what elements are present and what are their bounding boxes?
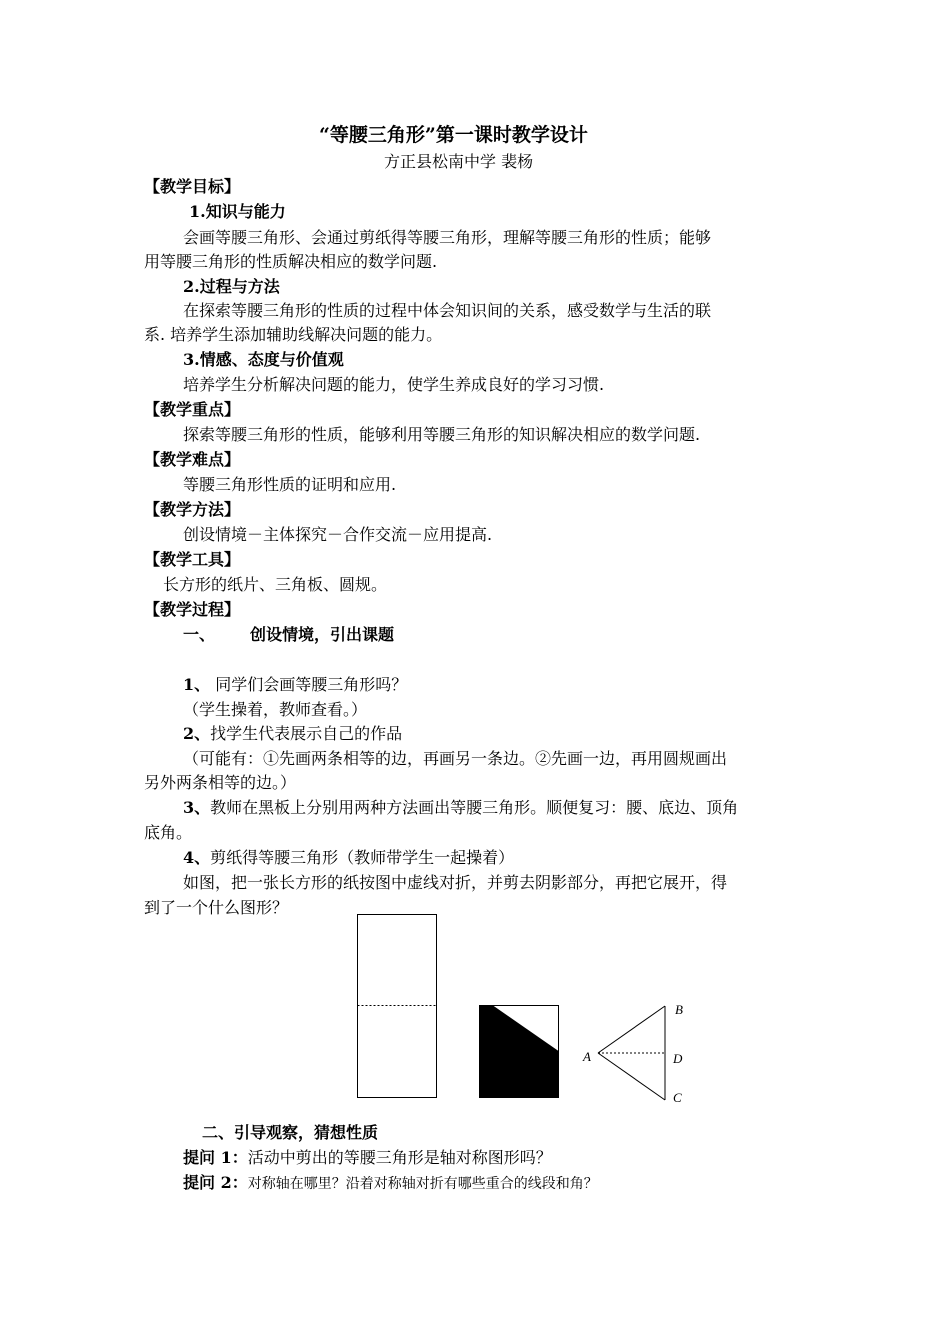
goals-heading: 【教学目标】 <box>144 177 241 196</box>
item-2 <box>183 723 402 745</box>
item-4-desc-cont: 到了一个什么图形？ <box>144 898 289 917</box>
item-1-text: 同学们会画等腰三角形吗？ <box>210 675 408 694</box>
vertex-a-label: A <box>583 1049 591 1064</box>
method-heading: 【教学方法】 <box>144 500 241 519</box>
item-1-note: （学生操着，教师查看。） <box>183 700 368 719</box>
question-1 <box>183 1147 552 1169</box>
section-1-title: 创设情境，引出课题 <box>250 625 395 644</box>
section-2-title: 二、引导观察，猜想性质 <box>202 1123 379 1142</box>
item-4 <box>183 847 514 869</box>
folded-paper <box>480 1006 559 1098</box>
author-line: 方正县松南中学 裴杨 <box>384 152 534 171</box>
question-2-label: 提问 2： <box>183 1173 248 1192</box>
vertex-c-label: C <box>673 1090 682 1105</box>
item-2-text: 找学生代表展示自己的作品 <box>210 724 403 743</box>
item-3-number: 3、 <box>183 798 211 817</box>
goal-process-text-cont: 系. 培养学生添加辅助线解决问题的能力。 <box>144 325 443 344</box>
key-points-heading: 【教学重点】 <box>144 400 241 419</box>
goal-emotion-text: 培养学生分析解决问题的能力，使学生养成良好的学习习惯. <box>183 375 605 394</box>
item-2-number: 2、 <box>183 724 211 743</box>
item-4-text: 剪纸得等腰三角形（教师带学生一起操着） <box>210 848 515 867</box>
method-text: 创设情境－主体探究－合作交流－应用提高. <box>183 525 493 544</box>
item-4-desc: 如图，把一张长方形的纸按图中虚线对折，并剪去阴影部分，再把它展开，得 <box>183 873 728 892</box>
item-3 <box>183 797 738 819</box>
process-heading: 【教学过程】 <box>144 600 241 619</box>
shaded-cut-region <box>480 1006 559 1098</box>
item-3-text: 教师在黑板上分别用两种方法画出等腰三角形。顺便复习：腰、底边、顶角 <box>210 798 739 817</box>
triangle-side-ab <box>598 1006 665 1053</box>
question-1-text: 活动中剪出的等腰三角形是轴对称图形吗？ <box>247 1148 552 1167</box>
item-1-number: 1、 <box>183 675 211 694</box>
item-2-note: （可能有：①先画两条相等的边，再画另一条边。②先画一边，再用圆规画出 <box>183 749 728 768</box>
question-1-label: 提问 1： <box>183 1148 248 1167</box>
goal-process-text: 在探索等腰三角形的性质的过程中体会知识间的关系，感受数学与生活的联 <box>183 301 712 320</box>
item-3-text-cont: 底角。 <box>144 823 193 842</box>
goal-knowledge-text: 会画等腰三角形、会通过剪纸得等腰三角形，理解等腰三角形的性质；能够 <box>183 228 712 247</box>
triangle-side-ac <box>598 1053 665 1100</box>
goal-knowledge-heading: 1.知识与能力 <box>189 202 286 221</box>
difficulty-heading: 【教学难点】 <box>144 450 241 469</box>
difficulty-text: 等腰三角形性质的证明和应用. <box>183 475 397 494</box>
item-4-number: 4、 <box>183 848 211 867</box>
point-d-label: D <box>673 1051 683 1066</box>
tools-heading: 【教学工具】 <box>144 550 241 569</box>
section-1-number: 一、 <box>183 625 216 644</box>
vertex-b-label: B <box>675 1002 683 1017</box>
paper-rectangle <box>358 915 437 1098</box>
document-title: “等腰三角形”第一课时教学设计 <box>319 124 588 146</box>
goal-process-heading: 2.过程与方法 <box>183 277 280 296</box>
key-points-text: 探索等腰三角形的性质，能够利用等腰三角形的知识解决相应的数学问题. <box>183 425 701 444</box>
item-1 <box>183 674 407 696</box>
question-2-text: 对称轴在哪里？沿着对称轴对折有哪些重合的线段和角？ <box>247 1176 598 1192</box>
goal-emotion-heading: 3.情感、态度与价值观 <box>183 350 344 369</box>
question-2 <box>183 1172 598 1195</box>
goal-knowledge-text-cont: 用等腰三角形的性质解决相应的数学问题. <box>144 252 438 271</box>
item-2-note-cont: 另外两条相等的边。） <box>144 773 297 792</box>
tools-text: 长方形的纸片、三角板、圆规。 <box>163 575 388 594</box>
